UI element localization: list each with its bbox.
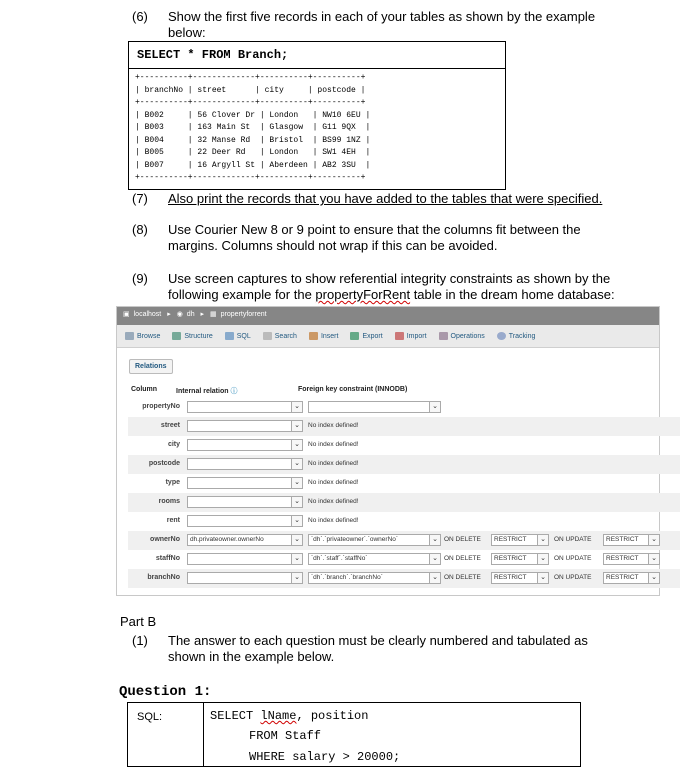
on-update-select[interactable] [603, 534, 660, 546]
eye-icon [497, 332, 506, 340]
result-line: +----------+-------------+----------+----------+ [135, 173, 366, 182]
select-value: `dh`.`privateowner`.`ownerNo` [311, 536, 399, 543]
tab-label: Search [274, 332, 297, 340]
internal-relation-select[interactable] [187, 439, 303, 451]
chevron-down-icon: ⌄ [291, 497, 302, 507]
table-icon: ▦ [210, 311, 217, 318]
internal-relation-select[interactable] [187, 401, 303, 413]
chevron-down-icon: ⌄ [291, 402, 302, 412]
result-line: +----------+-------------+----------+----------+ [135, 73, 366, 82]
column-name: street [160, 422, 180, 429]
result-line: | B004 | 32 Manse Rd | Bristol | BS99 1NZ | [135, 135, 371, 145]
export-icon [350, 332, 359, 340]
chevron-down-icon: ⌄ [429, 535, 440, 545]
on-delete-select[interactable] [491, 572, 549, 584]
chevron-down-icon: ⌄ [429, 402, 440, 412]
foreign-key-select[interactable] [308, 572, 441, 584]
select-value: RESTRICT [494, 574, 527, 581]
select-value: RESTRICT [494, 555, 527, 562]
tab-insert[interactable] [309, 332, 339, 340]
foreign-key-select[interactable] [308, 534, 441, 546]
tab-label: Structure [184, 332, 213, 340]
internal-relation-select[interactable] [187, 515, 303, 527]
relation-row [128, 436, 680, 455]
search-icon [263, 332, 272, 340]
internal-relation-select[interactable] [187, 496, 303, 508]
sql-line-2: FROM Staff [249, 729, 322, 743]
select-value: `dh`.`staff`.`staffNo` [311, 555, 368, 562]
result-line: | B005 | 22 Deer Rd | London | SW1 4EH | [135, 148, 371, 157]
foreign-key-select[interactable] [308, 553, 441, 565]
no-index-message: No index defined! [308, 498, 359, 505]
sql-line-1 [210, 706, 368, 727]
tab-label: SQL [236, 332, 251, 340]
on-delete-label: ON DELETE [444, 555, 481, 562]
column-name: ownerNo [150, 536, 180, 543]
chevron-down-icon: ⌄ [429, 554, 440, 564]
internal-relation-label: Internal relation [176, 388, 229, 395]
column-name: postcode [148, 460, 180, 467]
item-9-line-2-pre: following example for the [168, 287, 316, 302]
wrench-icon [439, 332, 448, 340]
select-value: RESTRICT [606, 536, 639, 543]
no-index-message: No index defined! [308, 517, 359, 524]
relation-row [128, 493, 680, 512]
help-icon: ⓘ [230, 388, 238, 395]
tab-sql[interactable] [225, 332, 251, 340]
result-line: | branchNo | street | city | postcode | [135, 85, 366, 95]
item-6-line-1: Show the first five records in each of your tables as shown by the example [168, 9, 596, 24]
no-index-message: No index defined! [308, 479, 359, 486]
tab-bar [117, 325, 659, 348]
tab-label: Insert [320, 332, 339, 340]
chevron-down-icon: ⌄ [648, 535, 659, 545]
item-9-table-term: propertyForRent [315, 287, 411, 302]
import-icon [395, 332, 404, 340]
structure-icon [172, 332, 181, 340]
tab-label: Browse [137, 332, 161, 340]
on-delete-select[interactable] [491, 534, 549, 546]
internal-relation-select[interactable] [187, 477, 303, 489]
item-9-line-1: Use screen captures to show referential integrity constraints as shown by the [168, 271, 611, 286]
chevron-down-icon: ⌄ [537, 535, 548, 545]
item-9-number: (9) [132, 271, 148, 286]
insert-icon [309, 332, 318, 340]
foreign-key-header: Foreign key constraint (INNODB) [298, 386, 408, 393]
on-update-label: ON UPDATE [554, 555, 592, 562]
sql-column-position: , position [296, 709, 369, 723]
breadcrumb-database[interactable]: dh [186, 311, 195, 318]
item-8-line-2: margins. Columns should not wrap if this can be avoided. [168, 238, 498, 253]
breadcrumb [117, 307, 659, 325]
foreign-key-select[interactable] [308, 401, 441, 413]
item-8-number: (8) [132, 222, 148, 237]
chevron-down-icon: ⌄ [429, 573, 440, 583]
result-line: | B002 | 56 Clover Dr | London | NW10 6EU | [135, 110, 371, 120]
tab-label: Operations [450, 332, 485, 340]
item-7-number: (7) [132, 191, 148, 206]
database-icon: ◉ [176, 311, 183, 318]
no-index-message: No index defined! [308, 422, 359, 429]
internal-relation-select[interactable] [187, 553, 303, 565]
item-9-line-2-post: table in the dream home database: [410, 287, 615, 302]
chevron-down-icon: ⌄ [291, 516, 302, 526]
relation-row [128, 417, 680, 436]
item-6-line-2: below: [168, 25, 206, 40]
column-name: propertyNo [142, 403, 180, 410]
on-delete-label: ON DELETE [444, 574, 481, 581]
select-value: RESTRICT [606, 574, 639, 581]
tab-structure[interactable] [172, 332, 212, 340]
result-table [128, 68, 506, 190]
breadcrumb-separator: ▸ [167, 311, 171, 318]
on-update-select[interactable] [603, 572, 660, 584]
breadcrumb-separator: ▸ [200, 311, 205, 318]
part-b-title: Part B [120, 614, 157, 629]
breadcrumb-table[interactable]: propertyforrent [220, 311, 267, 318]
internal-relation-select[interactable] [187, 534, 303, 546]
part-b-item-number: (1) [132, 633, 148, 648]
sql-example-box [128, 41, 506, 69]
chevron-down-icon: ⌄ [291, 573, 302, 583]
relation-row [128, 569, 680, 588]
browse-icon [125, 332, 134, 340]
item-6-number: (6) [132, 9, 148, 24]
select-value: dh.privateowner.ownerNo [190, 536, 264, 543]
part-b-line-2: shown in the example below. [168, 649, 335, 664]
tab-browse[interactable] [125, 332, 160, 340]
on-update-label: ON UPDATE [554, 574, 592, 581]
sql-column-lname: lName [260, 709, 297, 723]
on-update-label: ON UPDATE [554, 536, 592, 543]
select-value: `dh`.`branch`.`branchNo` [311, 574, 383, 581]
column-name: rooms [158, 498, 180, 505]
phpmyadmin-screenshot [116, 306, 660, 596]
result-line: | B007 | 16 Argyll St | Aberdeen | AB2 3SU | [135, 160, 371, 170]
chevron-down-icon: ⌄ [291, 478, 302, 488]
tab-search[interactable] [263, 332, 297, 340]
item-8-line-1: Use Courier New 8 or 9 point to ensure that the columns fit between the [168, 222, 581, 237]
column-header: Column [131, 386, 158, 393]
relation-row [128, 474, 680, 493]
chevron-down-icon: ⌄ [537, 554, 548, 564]
tab-operations[interactable] [439, 332, 485, 340]
select-value: RESTRICT [606, 555, 639, 562]
relations-button[interactable]: Relations [129, 359, 173, 374]
tab-label: Export [362, 332, 383, 340]
column-name: branchNo [147, 574, 180, 581]
column-name: city [167, 441, 180, 448]
internal-relation-header [176, 386, 237, 396]
chevron-down-icon: ⌄ [291, 459, 302, 469]
result-line: | B003 | 163 Main St | Glasgow | G11 9QX | [135, 123, 371, 132]
relation-row [128, 550, 680, 569]
server-icon: ▣ [123, 311, 130, 318]
on-delete-label: ON DELETE [444, 536, 481, 543]
column-name: staffNo [155, 555, 180, 562]
item-7-text: Also print the records that you have added to the tables that were specified. [168, 191, 603, 206]
column-name: rent [166, 517, 180, 524]
chevron-down-icon: ⌄ [648, 573, 659, 583]
on-update-select[interactable] [603, 553, 660, 565]
no-index-message: No index defined! [308, 460, 359, 467]
chevron-down-icon: ⌄ [291, 421, 302, 431]
no-index-message: No index defined! [308, 441, 359, 448]
sql-example-text: SELECT * FROM Branch; [137, 48, 289, 62]
part-b-line-1: The answer to each question must be clearly numbered and tabulated as [168, 633, 588, 648]
tab-label: Tracking [508, 332, 536, 340]
sql-label: SQL: [137, 711, 163, 723]
sql-icon [225, 332, 234, 340]
tab-import[interactable] [395, 332, 427, 340]
item-9-line-2 [168, 287, 615, 303]
tab-tracking[interactable] [497, 332, 536, 340]
chevron-down-icon: ⌄ [291, 554, 302, 564]
select-value: RESTRICT [494, 536, 527, 543]
relation-row [128, 512, 680, 531]
chevron-down-icon: ⌄ [291, 535, 302, 545]
column-name: type [165, 479, 180, 486]
relation-row [128, 398, 680, 417]
sql-select-keyword: SELECT [210, 709, 261, 723]
relation-row [128, 531, 680, 550]
question-table [127, 702, 581, 767]
chevron-down-icon: ⌄ [648, 554, 659, 564]
chevron-down-icon: ⌄ [291, 440, 302, 450]
breadcrumb-server[interactable]: localhost [133, 311, 162, 318]
tab-label: Import [406, 332, 427, 340]
on-delete-select[interactable] [491, 553, 549, 565]
internal-relation-select[interactable] [187, 572, 303, 584]
tab-export[interactable] [350, 332, 382, 340]
result-line: +----------+-------------+----------+----------+ [135, 98, 366, 107]
internal-relation-select[interactable] [187, 420, 303, 432]
column-divider [203, 703, 204, 766]
relation-row [128, 455, 680, 474]
internal-relation-select[interactable] [187, 458, 303, 470]
relations-tab-wrapper [129, 355, 173, 373]
question-heading: Question 1: [119, 684, 212, 700]
sql-line-3: WHERE salary > 20000; [249, 750, 401, 764]
chevron-down-icon: ⌄ [537, 573, 548, 583]
